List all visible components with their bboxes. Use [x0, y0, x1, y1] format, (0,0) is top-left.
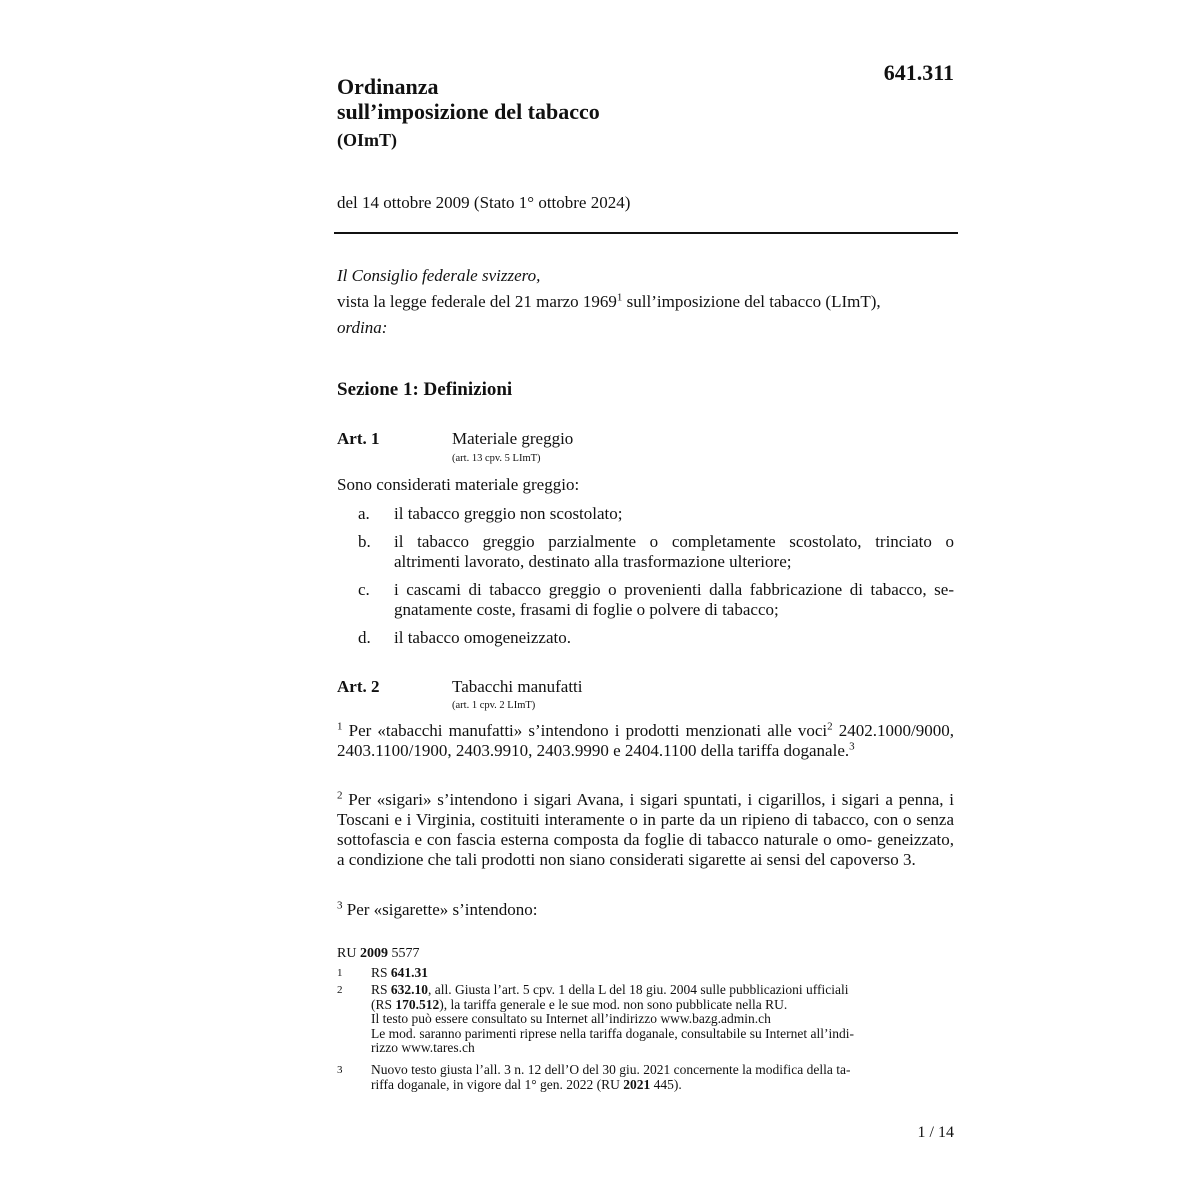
list-text-line: altrimenti lavorato, destinato alla trasformazione ulteriore;: [394, 552, 792, 571]
preamble-basis-text-end: sull’imposizione del tabacco (LImT),: [622, 292, 881, 311]
footnote-text: [371, 966, 946, 981]
footnote-ref-2[interactable]: 2: [827, 720, 833, 733]
date-line: del 14 ottobre 2009 (Stato 1° ottobre 2024): [337, 193, 631, 212]
list-text: [394, 532, 954, 572]
article-1-title: Materiale greggio: [452, 429, 574, 448]
footnote-bold: 632.10: [390, 982, 429, 997]
preamble: [337, 263, 957, 341]
source-page: 5577: [387, 946, 420, 961]
list-text-line: gnatamente coste, frasami di foglie o polvere di tabacco;: [394, 600, 779, 619]
footnote-text-part: 445).: [650, 1076, 682, 1092]
list-text-line: il tabacco greggio parzialmente o completamente scostolato, trinciato o: [394, 532, 954, 551]
footnote-text-part: (RS: [371, 996, 396, 1012]
list-letter: d.: [358, 628, 371, 647]
paragraph-number: 3: [337, 899, 343, 912]
footnote-text: [371, 983, 946, 1056]
list-text-line: i cascami di tabacco greggio o provenienti dalla fabbricazione di tabacco, se-: [394, 580, 954, 599]
footnote-prefix: RS: [371, 982, 391, 997]
title-line-1: Ordinanza: [337, 74, 439, 99]
official-compilation-source: [337, 946, 419, 962]
section-title: Sezione 1: Definizioni: [337, 379, 513, 400]
article-2-paragraph-2: [337, 790, 954, 870]
footnote: [337, 1063, 957, 1095]
footnote-text-part: ), la tariffa generale e le sue mod. non sono pubblicate nella RU.: [439, 996, 788, 1012]
article-2-label: Art. 2: [337, 677, 380, 696]
footnote-bold: 641.31: [390, 965, 429, 980]
footnote-text-part: riffa doganale, in vigore dal 1° gen. 2022 (RU: [371, 1076, 624, 1092]
article-1-label: Art. 1: [337, 429, 380, 448]
footnote: [337, 983, 957, 1063]
preamble-basis: [337, 289, 957, 315]
title-line-2: sull’imposizione del tabacco: [337, 99, 600, 124]
list-text: il tabacco greggio non scostolato;: [394, 504, 623, 523]
article-2-reference: (art. 1 cpv. 2 LImT): [452, 700, 536, 711]
list-letter: c.: [358, 580, 370, 599]
source-year: 2009: [359, 946, 388, 961]
footnote-bold: 170.512: [395, 996, 440, 1012]
preamble-order: ordina:: [337, 318, 388, 337]
paragraph-number: 1: [337, 720, 343, 733]
paragraph-text: Per «sigarette» s’intendono:: [342, 900, 538, 919]
footnote-line: rizzo www.tares.ch: [371, 1040, 475, 1055]
footnote-prefix: RS: [371, 965, 391, 980]
footnote-ref-1[interactable]: 1: [616, 291, 623, 304]
article-1-intro: Sono considerati materiale greggio:: [337, 475, 580, 494]
page-number: 1 / 14: [917, 1124, 954, 1141]
footnote-text-part: , all. Giusta l’art. 5 cpv. 1 della L del 18 giu. 2004 sulle pubblicazioni ufficiali: [428, 982, 849, 997]
article-2-paragraph-1: [337, 721, 954, 761]
paragraph-number: 2: [337, 789, 343, 802]
footnote-number: 1: [337, 967, 343, 979]
document-title: [337, 74, 757, 124]
title-divider: [334, 232, 958, 234]
footnote-line: [371, 1078, 946, 1093]
preamble-authority: Il Consiglio federale svizzero,: [337, 266, 541, 285]
footnote-line: [371, 998, 946, 1013]
footnote-line: Le mod. saranno parimenti riprese nella tariffa doganale, consultabile su Internet all’indi-: [371, 1025, 854, 1041]
footnote-ref-3[interactable]: 3: [849, 740, 855, 753]
paragraph-text: Per «sigari» s’intendono i sigari Avana, i sigari spuntati, i cigarillos, i sigari a penna, i Toscani e i Virginia, costituiti interamente o in parte da un ripieno di tabacco, con o senza sottofascia e con fascia esterna composta da foglie di tabacco naturale o omo- geneizzato, a condizione che tali prodotti non siano considerati sigarette ai sensi del capoverso 3.: [337, 790, 954, 869]
paragraph-text: 2402.1000/9000, 2403.1100/1900, 2403.9910, 2403.9990 e 2404.1100 della tariffa doganale.: [337, 721, 954, 760]
paragraph-text: Per «tabacchi manufatti» s’intendono i prodotti menzionati alle voci: [342, 721, 828, 740]
article-2-title: Tabacchi manufatti: [452, 677, 583, 696]
article-2-paragraph-3: [337, 900, 954, 920]
list-text: il tabacco omogeneizzato.: [394, 628, 571, 647]
footnote-line: [371, 983, 946, 998]
preamble-basis-text: vista la legge federale del 21 marzo 1969: [337, 292, 617, 311]
title-abbreviation: (OImT): [337, 130, 397, 150]
list-letter: a.: [358, 504, 370, 523]
footnote-text: [371, 1063, 946, 1092]
article-1-reference: (art. 13 cpv. 5 LImT): [452, 453, 541, 464]
footnote: [337, 966, 957, 981]
footnote-number: 3: [337, 1064, 343, 1076]
footnote-line: Nuovo testo giusta l’all. 3 n. 12 dell’O del 30 giu. 2021 concernente la modifica della ta-: [371, 1062, 851, 1077]
list-letter: b.: [358, 532, 371, 551]
footnote-bold: 2021: [623, 1076, 651, 1092]
source-prefix: RU: [337, 946, 360, 961]
list-text: [394, 580, 954, 620]
footnote-line: Il testo può essere consultato su Internet all’indirizzo www.bazg.admin.ch: [371, 1011, 771, 1026]
sr-number: 641.311: [883, 60, 954, 85]
footnote-number: 2: [337, 984, 343, 996]
